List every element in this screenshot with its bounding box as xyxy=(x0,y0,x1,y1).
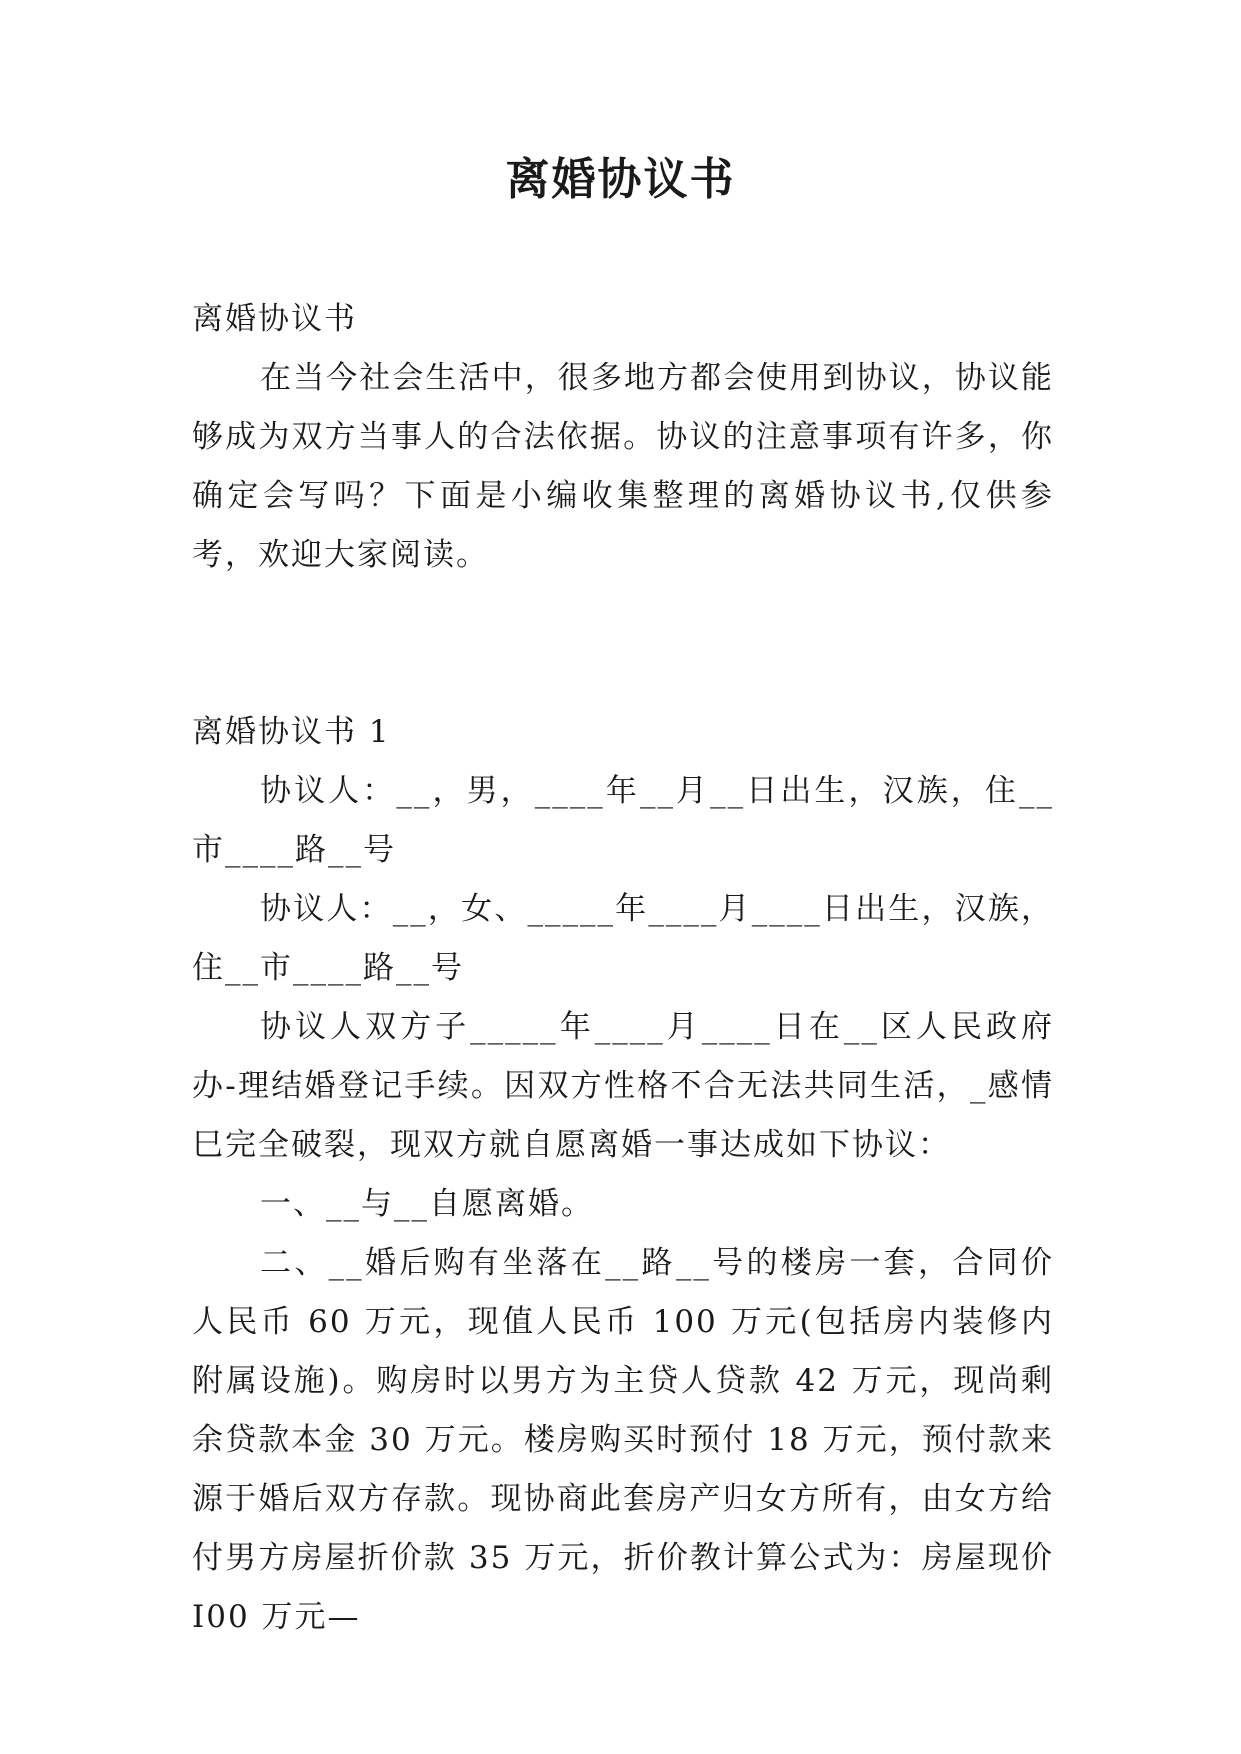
party-one-paragraph: 协议人：__，男，____年__月__日出生，汉族，住__市____路__号 xyxy=(192,773,1054,868)
document-body xyxy=(192,290,1054,1647)
section-spacer xyxy=(192,585,1054,703)
document-title: 离婚协议书 xyxy=(505,154,736,205)
intro-paragraph: 在当今社会生活中，很多地方都会使用到协议，协议能够成为双方当事人的合法依据。协议的注意事项有许多，你确定会写吗？下面是小编收集整理的离婚协议书,仅供参考，欢迎大家阅读。 xyxy=(192,360,1054,573)
intro-heading: 离婚协议书 xyxy=(192,301,357,337)
section-heading: 离婚协议书 1 xyxy=(192,714,391,750)
marriage-registration-paragraph: 协议人双方子_____年____月____日在__区人民政府办-理结婚登记手续。因双方性格不合无法共同生活，_感情巳完全破裂，现双方就自愿离婚一事达成如下协议： xyxy=(192,1009,1054,1163)
clause-one-paragraph: 一、__与__自愿离婚。 xyxy=(260,1186,594,1222)
party-two-paragraph: 协议人：__，女、_____年____月____日出生，汉族，住__市____路__号 xyxy=(192,891,1054,986)
clause-two-paragraph: 二、__婚后购有坐落在__路__号的楼房一套，合同价人民币 60 万元，现值人民币 100 万元(包括房内装修内附属设施)。购房时以男方为主贷人贷款 42 万元，现尚剩余贷款本金 30 万元。楼房购买时预付 18 万元，预付款来源于婚后双方存款。现协商此套房产归女方所有，由女方给付男方房屋折价款 35 万元，折价教计算公式为：房屋现价 I00 万元— xyxy=(192,1245,1054,1635)
